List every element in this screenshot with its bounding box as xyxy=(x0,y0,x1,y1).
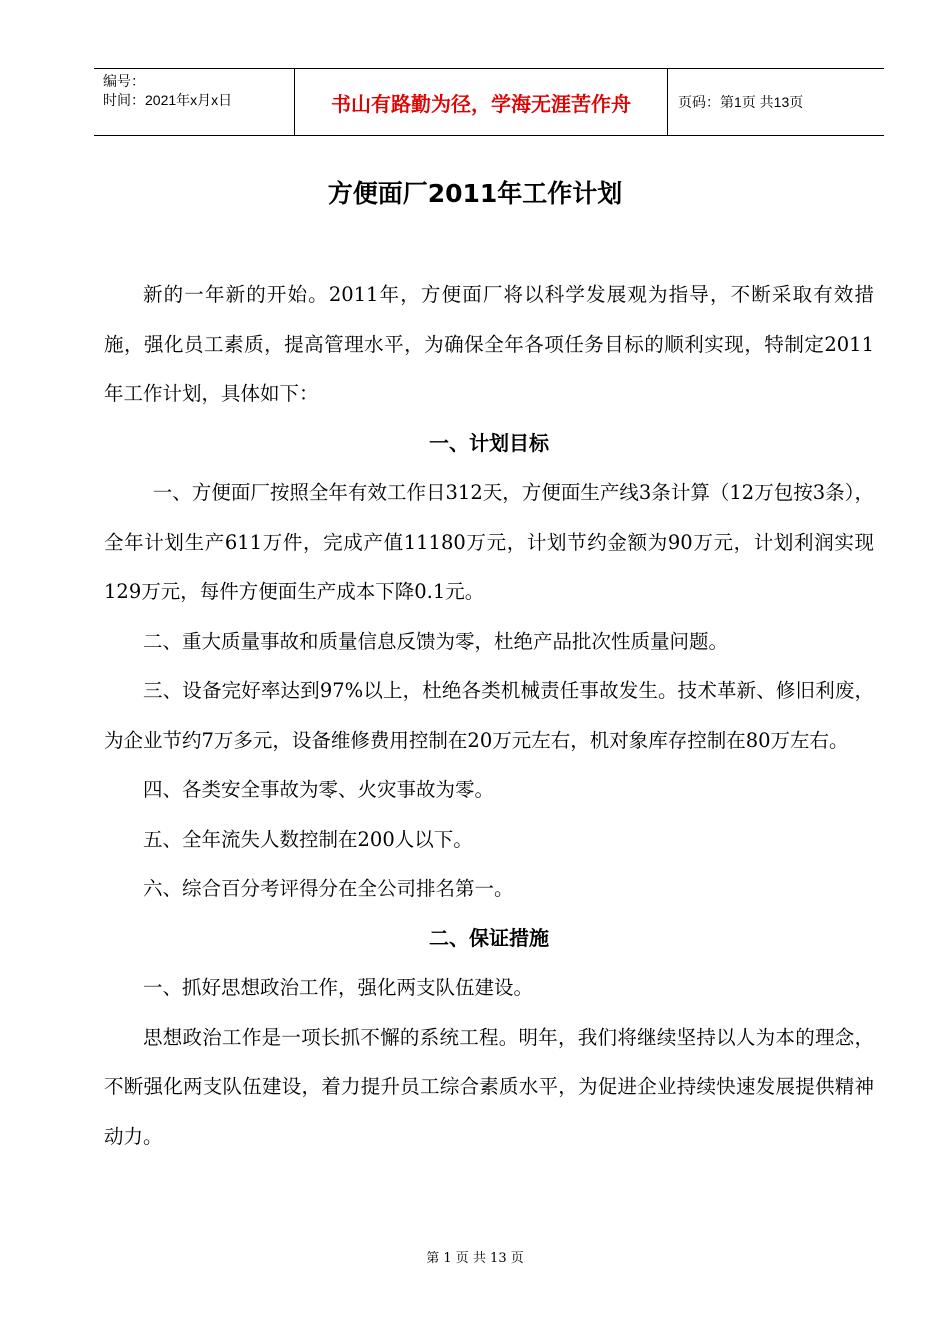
header-meta-cell xyxy=(94,69,295,135)
intro-paragraph: 新的一年新的开始。2011年，方便面厂将以科学发展观为指导，不断采取有效措施，强化员工素质，提高管理水平，为确保全年各项任务目标的顺利实现，特制定2011年工作计划，具体如下： xyxy=(104,283,874,405)
goal-paragraph-6: 六、综合百分考评得分在全公司排名第一。 xyxy=(143,877,514,900)
section-heading-measures: 二、保证措施 xyxy=(429,925,549,950)
goal-paragraph-1: 一、方便面厂按照全年有效工作日312天，方便面生产线3条计算（12万包按3条），全年计划生产611万件，完成产值11180万元，计划节约金额为90万元，计划利润实现129万元，每件方便面生产成本下降0.1元。 xyxy=(104,481,874,603)
document-time-label: 时间：2021年x月x日 xyxy=(103,92,233,108)
header-page-cell xyxy=(668,69,884,135)
section-heading-goals: 一、计划目标 xyxy=(429,430,549,455)
goal-paragraph-4: 四、各类安全事故为零、火灾事故为零。 xyxy=(143,778,495,801)
goal-paragraph-5: 五、全年流失人数控制在200人以下。 xyxy=(143,827,473,851)
header-motto-cell xyxy=(295,69,668,135)
document-body xyxy=(104,270,874,1161)
goal-paragraph-2: 二、重大质量事故和质量信息反馈为零，杜绝产品批次性质量问题。 xyxy=(143,629,729,653)
header-motto: 书山有路勤为径，学海无涯苦作舟 xyxy=(331,91,631,116)
page-footer: 第 1 页 共 13 页 xyxy=(426,1251,524,1266)
header-table xyxy=(94,68,884,136)
measure-paragraph-1: 思想政治工作是一项长抓不懈的系统工程。明年，我们将继续坚持以人为本的理念，不断强化两支队伍建设，着力提升员工综合素质水平，为促进企业持续快速发展提供精神动力。 xyxy=(104,1025,874,1148)
measure-title-1: 一、抓好思想政治工作，强化两支队伍建设。 xyxy=(143,976,534,999)
header-page-info: 页码：第1页 共13页 xyxy=(678,94,804,110)
document-title: 方便面厂2011年工作计划 xyxy=(327,179,623,208)
document-number-label: 编号： xyxy=(103,73,145,89)
goal-paragraph-3: 三、设备完好率达到97%以上，杜绝各类机械责任事故发生。技术革新、修旧利废，为企业节约7万多元，设备维修费用控制在20万元左右，机对象库存控制在80万左右。 xyxy=(104,679,874,752)
